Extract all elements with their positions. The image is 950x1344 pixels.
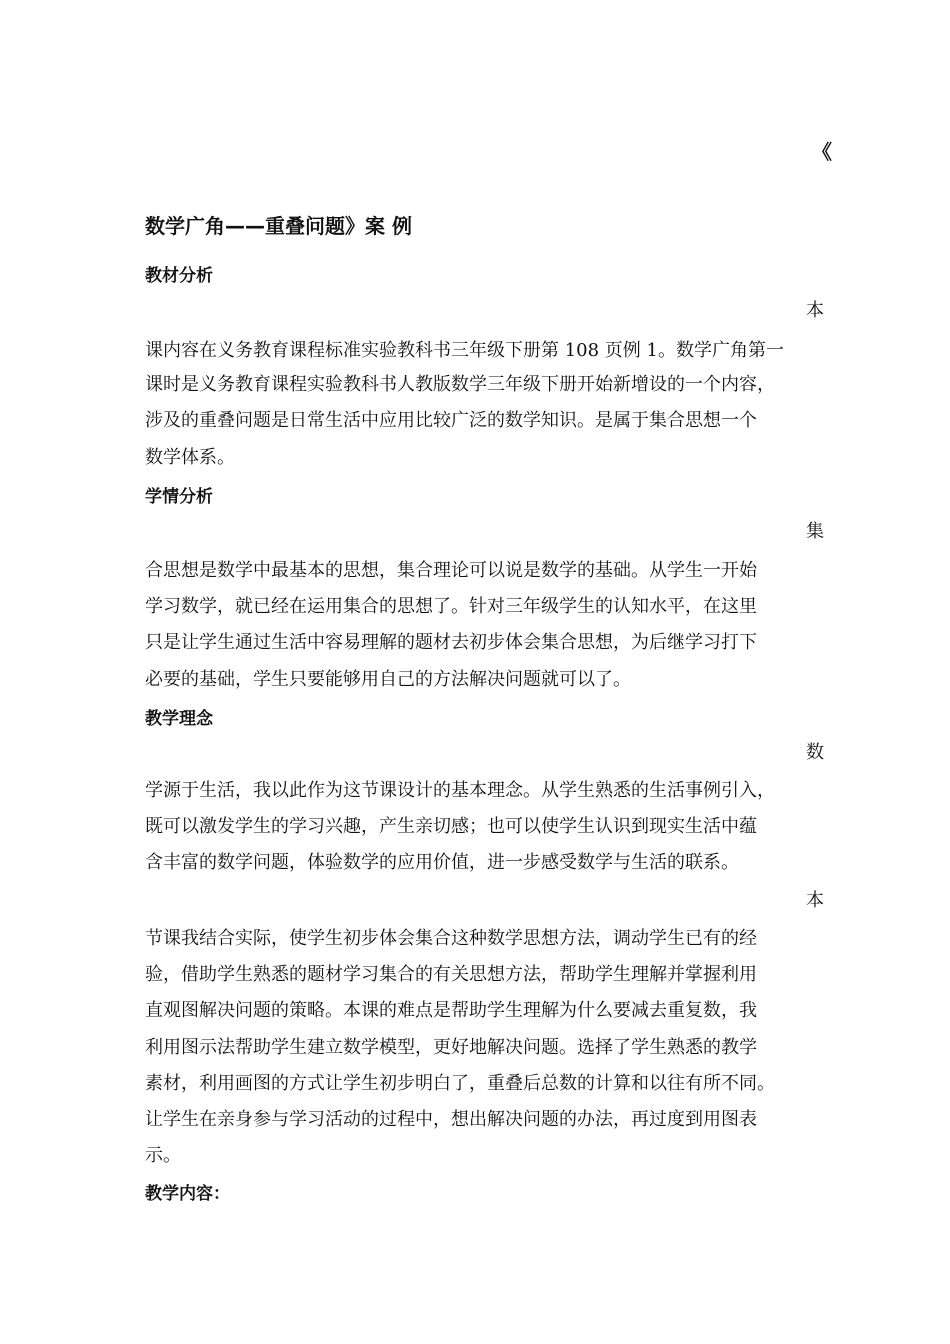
- materials-line: 课内容在义务教育课程标准实验教科书三年级下册第 108 页例 1。数学广角第一: [145, 340, 784, 361]
- heading-philosophy: 教学理念: [145, 709, 213, 729]
- students-line: 合思想是数学中最基本的思想，集合理论可以说是数学的基础。从学生一开始: [145, 560, 757, 581]
- philosophy-line: 含丰富的数学问题，体验数学的应用价值，进一步感受数学与生活的联系。: [145, 852, 739, 873]
- title-open-quote: 《: [812, 140, 832, 164]
- materials-line: 数学体系。: [145, 447, 235, 468]
- philosophy-p2-first-char: 本: [806, 890, 824, 911]
- philosophy-line: 学源于生活，我以此作为这节课设计的基本理念。从学生熟悉的生活事例引入，: [145, 780, 775, 801]
- philosophy-line: 验，借助学生熟悉的题材学习集合的有关思想方法，帮助学生理解并掌握利用: [145, 964, 757, 985]
- philosophy-line: 直观图解决问题的策略。本课的难点是帮助学生理解为什么要减去重复数，我: [145, 1000, 757, 1021]
- students-line: 必要的基础，学生只要能够用自己的方法解决问题就可以了。: [145, 669, 631, 690]
- heading-materials: 教材分析: [145, 266, 213, 286]
- materials-line: 涉及的重叠问题是日常生活中应用比较广泛的数学知识。是属于集合思想一个: [145, 410, 757, 431]
- philosophy-line: 既可以激发学生的学习兴趣，产生亲切感；也可以使学生认识到现实生活中蕴: [145, 816, 757, 837]
- philosophy-line: 示。: [145, 1145, 181, 1166]
- students-line: 学习数学，就已经在运用集合的思想了。针对三年级学生的认知水平，在这里: [145, 596, 757, 617]
- students-line: 只是让学生通过生活中容易理解的题材去初步体会集合思想，为后继学习打下: [145, 632, 757, 653]
- philosophy-line: 素材，利用画图的方式让学生初步明白了，重叠后总数的计算和以往有所不同。: [145, 1073, 775, 1094]
- heading-content: 教学内容：: [145, 1184, 230, 1204]
- students-first-char: 集: [806, 521, 824, 542]
- page-title: 数学广角——重叠问题》案 例: [145, 214, 412, 238]
- philosophy-line: 利用图示法帮助学生建立数学模型，更好地解决问题。选择了学生熟悉的教学: [145, 1037, 757, 1058]
- materials-first-char: 本: [806, 300, 824, 321]
- materials-line: 课时是义务教育课程实验教科书人教版数学三年级下册开始新增设的一个内容，: [145, 374, 775, 395]
- philosophy-p1-first-char: 数: [806, 742, 824, 763]
- philosophy-line: 让学生在亲身参与学习活动的过程中，想出解决问题的办法，再过度到用图表: [145, 1109, 757, 1130]
- heading-students: 学情分析: [145, 487, 213, 507]
- philosophy-line: 节课我结合实际，使学生初步体会集合这种数学思想方法，调动学生已有的经: [145, 928, 757, 949]
